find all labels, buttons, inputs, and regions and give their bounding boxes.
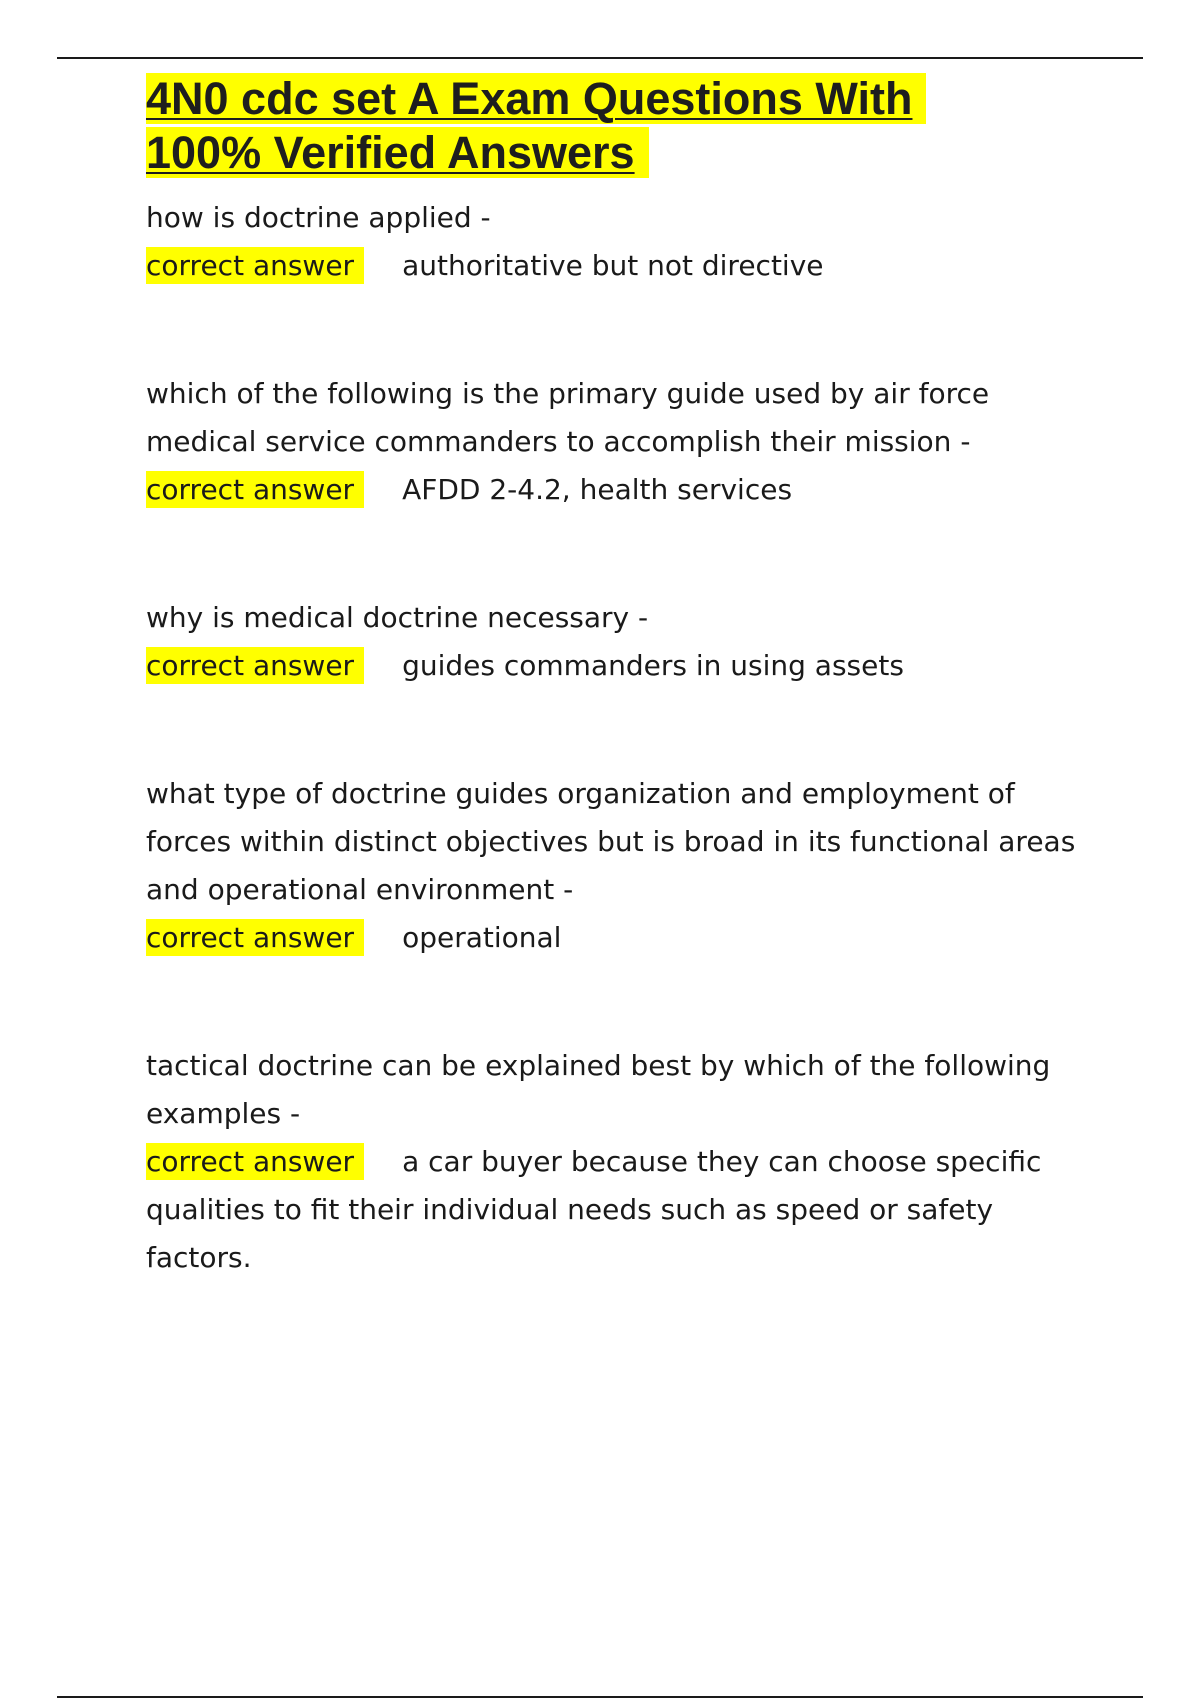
correct-answer-label: correct answer bbox=[146, 919, 364, 956]
document-title bbox=[146, 72, 1106, 180]
correct-answer-label: correct answer bbox=[146, 1143, 364, 1180]
qa-item-5 bbox=[146, 1042, 1106, 1282]
title-line-1: 4N0 cdc set A Exam Questions With bbox=[146, 73, 926, 124]
question-text: tactical doctrine can be explained best by which of the following examples - bbox=[146, 1049, 1051, 1130]
correct-answer-label: correct answer bbox=[146, 471, 364, 508]
qa-item-1 bbox=[146, 194, 1106, 290]
question-text: why is medical doctrine necessary - bbox=[146, 601, 649, 634]
top-rule bbox=[57, 57, 1143, 59]
answer-text: authoritative but not directive bbox=[402, 249, 824, 282]
answer-line bbox=[146, 466, 1106, 514]
answer-line bbox=[146, 642, 1106, 690]
question-text: how is doctrine applied - bbox=[146, 201, 491, 234]
correct-answer-label: correct answer bbox=[146, 247, 364, 284]
qa-item-4 bbox=[146, 770, 1106, 962]
answer-text: AFDD 2-4.2, health services bbox=[402, 473, 793, 506]
question-text: what type of doctrine guides organization and employment of forces within distinct objectives but is broad in its functional areas and operational environment - bbox=[146, 777, 1076, 906]
answer-line bbox=[146, 1138, 1106, 1282]
qa-item-3 bbox=[146, 594, 1106, 690]
correct-answer-label: correct answer bbox=[146, 647, 364, 684]
answer-text: guides commanders in using assets bbox=[402, 649, 904, 682]
answer-line bbox=[146, 242, 1106, 290]
bottom-rule bbox=[57, 1696, 1143, 1698]
title-line-2: 100% Verified Answers bbox=[146, 127, 649, 178]
document-body bbox=[146, 72, 1106, 1282]
answer-line bbox=[146, 914, 1106, 962]
answer-text: operational bbox=[402, 921, 562, 954]
answer-text: a car buyer because they can choose specific qualities to fit their individual needs such as speed or safety factors. bbox=[146, 1145, 1042, 1274]
question-text: which of the following is the primary guide used by air force medical service commanders to accomplish their mission - bbox=[146, 377, 990, 458]
qa-item-2 bbox=[146, 370, 1106, 514]
